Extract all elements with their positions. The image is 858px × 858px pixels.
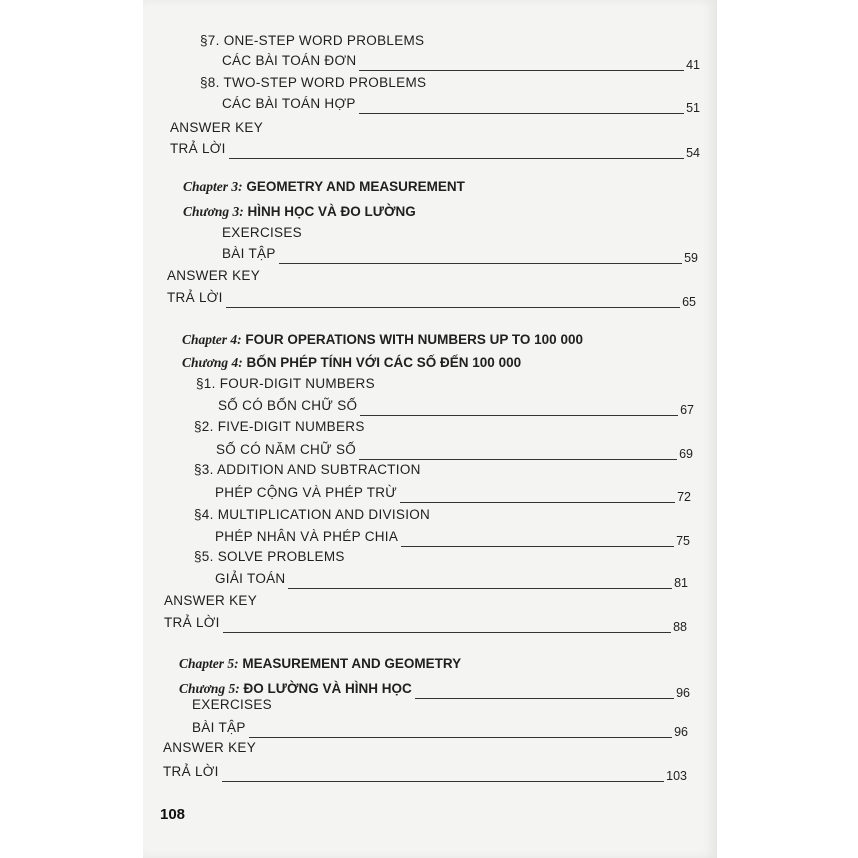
toc-entry bbox=[222, 225, 302, 240]
toc-leader bbox=[401, 535, 690, 547]
toc-page-number: 103 bbox=[666, 769, 687, 783]
toc-chapter-heading bbox=[183, 179, 465, 195]
toc-entry-title: CÁC BÀI TOÁN ĐƠN bbox=[222, 53, 357, 68]
toc-entry bbox=[194, 549, 345, 564]
toc-page-number: 96 bbox=[676, 686, 690, 700]
toc-entry-title: TRẢ LỜI bbox=[163, 764, 219, 779]
toc-entry-title: BÀI TẬP bbox=[222, 246, 276, 261]
chapter-title: ĐO LƯỜNG VÀ HÌNH HỌC bbox=[243, 681, 412, 696]
chapter-label: Chương 4: bbox=[182, 355, 243, 370]
chapter-title: GEOMETRY AND MEASUREMENT bbox=[246, 179, 465, 194]
leader-rule bbox=[359, 70, 684, 71]
toc-leader bbox=[226, 296, 696, 308]
toc-entry bbox=[167, 268, 260, 283]
toc-leader bbox=[360, 404, 694, 416]
toc-page-number: 72 bbox=[677, 490, 691, 504]
toc-page-number: 67 bbox=[680, 403, 694, 417]
toc-entry-title: ANSWER KEY bbox=[163, 740, 257, 755]
leader-rule bbox=[360, 415, 678, 416]
toc-chapter-heading bbox=[182, 355, 521, 371]
toc-entry bbox=[194, 507, 430, 522]
toc-leader bbox=[359, 102, 700, 114]
leader-rule bbox=[222, 781, 664, 782]
toc-leader bbox=[279, 252, 698, 264]
toc-entry bbox=[200, 75, 426, 90]
leader-rule bbox=[359, 113, 684, 114]
toc-entry-title: ANSWER KEY bbox=[164, 593, 258, 608]
toc-entry-title: PHÉP CỘNG VÀ PHÉP TRỪ bbox=[215, 485, 398, 500]
toc-entry bbox=[196, 376, 375, 391]
toc-entry bbox=[200, 33, 424, 48]
toc-entry-title: CÁC BÀI TOÁN HỢP bbox=[222, 96, 356, 111]
toc-leader bbox=[359, 448, 693, 460]
toc-entry-title: §8. TWO-STEP WORD PROBLEMS bbox=[200, 75, 427, 90]
leader-rule bbox=[226, 307, 680, 308]
toc-entry bbox=[218, 398, 357, 413]
toc-leader bbox=[288, 577, 688, 589]
toc-page-number: 75 bbox=[676, 534, 690, 548]
leader-rule bbox=[359, 459, 677, 460]
toc-leader bbox=[415, 687, 690, 699]
toc-entry-title: §7. ONE-STEP WORD PROBLEMS bbox=[200, 33, 425, 48]
toc-entry-title: §5. SOLVE PROBLEMS bbox=[194, 549, 345, 564]
toc-entry bbox=[164, 615, 220, 630]
toc-entry-title: BÀI TẬP bbox=[192, 720, 246, 735]
toc-page-number: 41 bbox=[686, 58, 700, 72]
page-number: 108 bbox=[160, 806, 186, 823]
toc-page-number: 65 bbox=[682, 295, 696, 309]
toc-entry bbox=[222, 96, 356, 111]
leader-rule bbox=[415, 698, 674, 699]
chapter-label: Chương 5: bbox=[179, 681, 240, 696]
leader-rule bbox=[401, 546, 674, 547]
toc-entry-title: ANSWER KEY bbox=[167, 268, 261, 283]
chapter-label: Chapter 4: bbox=[182, 332, 242, 347]
toc-entry bbox=[170, 120, 263, 135]
toc-page-number: 96 bbox=[674, 725, 688, 739]
toc-entry bbox=[163, 740, 256, 755]
chapter-label: Chapter 5: bbox=[179, 656, 239, 671]
toc-entry bbox=[192, 697, 272, 712]
leader-rule bbox=[400, 502, 675, 503]
toc-page-number: 59 bbox=[684, 251, 698, 265]
toc-entry-title: TRẢ LỜI bbox=[164, 615, 220, 630]
toc-entry bbox=[170, 141, 226, 156]
toc-page-number: 81 bbox=[674, 576, 688, 590]
toc-entry-title: SỐ CÓ NĂM CHỮ SỐ bbox=[216, 442, 357, 457]
toc-entry-title: §3. ADDITION AND SUBTRACTION bbox=[194, 462, 421, 477]
leader-rule bbox=[279, 263, 682, 264]
toc-entry-title: EXERCISES bbox=[192, 697, 272, 712]
toc-leader bbox=[359, 59, 700, 71]
toc-chapter-heading bbox=[183, 204, 416, 220]
toc-entry bbox=[192, 720, 246, 735]
chapter-title: FOUR OPERATIONS WITH NUMBERS UP TO 100 000 bbox=[245, 332, 583, 347]
toc-chapter-heading bbox=[179, 656, 461, 672]
toc-entry bbox=[215, 529, 398, 544]
toc-entry bbox=[167, 290, 223, 305]
toc-entry-title: TRẢ LỜI bbox=[170, 141, 226, 156]
leader-rule bbox=[223, 632, 671, 633]
toc-entry-title: ANSWER KEY bbox=[170, 120, 264, 135]
toc-entry bbox=[222, 246, 276, 261]
toc-entry bbox=[215, 485, 397, 500]
leader-rule bbox=[288, 588, 672, 589]
toc-entry-title: PHÉP NHÂN VÀ PHÉP CHIA bbox=[215, 529, 399, 544]
toc-page-number: 69 bbox=[679, 447, 693, 461]
toc-leader bbox=[229, 147, 700, 159]
toc-entry-title: EXERCISES bbox=[222, 225, 302, 240]
toc-chapter-heading bbox=[179, 681, 412, 697]
toc-leader bbox=[249, 726, 688, 738]
toc-page-number: 88 bbox=[673, 620, 687, 634]
toc-page-number: 54 bbox=[686, 146, 700, 160]
toc-entry-title: §1. FOUR-DIGIT NUMBERS bbox=[196, 376, 375, 391]
toc-leader bbox=[222, 770, 687, 782]
toc-entry bbox=[194, 462, 421, 477]
toc-chapter-heading bbox=[182, 332, 583, 348]
toc-entry bbox=[194, 419, 365, 434]
toc-entry bbox=[215, 571, 285, 586]
toc-entry-title: SỐ CÓ BỐN CHỮ SỐ bbox=[218, 398, 358, 413]
toc-entry-title: §2. FIVE-DIGIT NUMBERS bbox=[194, 419, 365, 434]
toc-entry bbox=[222, 53, 356, 68]
chapter-title: HÌNH HỌC VÀ ĐO LƯỜNG bbox=[247, 204, 416, 219]
toc-entry bbox=[216, 442, 356, 457]
chapter-label: Chapter 3: bbox=[183, 179, 243, 194]
toc-entry-title: §4. MULTIPLICATION AND DIVISION bbox=[194, 507, 431, 522]
toc-entry bbox=[164, 593, 257, 608]
chapter-title: BỐN PHÉP TÍNH VỚI CÁC SỐ ĐẾN 100 000 bbox=[246, 355, 522, 370]
toc-entry-title: GIẢI TOÁN bbox=[215, 571, 286, 586]
leader-rule bbox=[229, 158, 684, 159]
toc-page-number: 51 bbox=[686, 101, 700, 115]
toc-entry bbox=[163, 764, 219, 779]
toc-entry-title: TRẢ LỜI bbox=[167, 290, 223, 305]
chapter-title: MEASUREMENT AND GEOMETRY bbox=[242, 656, 462, 671]
chapter-label: Chương 3: bbox=[183, 204, 244, 219]
leader-rule bbox=[249, 737, 672, 738]
toc-leader bbox=[223, 621, 687, 633]
toc-leader bbox=[400, 491, 691, 503]
